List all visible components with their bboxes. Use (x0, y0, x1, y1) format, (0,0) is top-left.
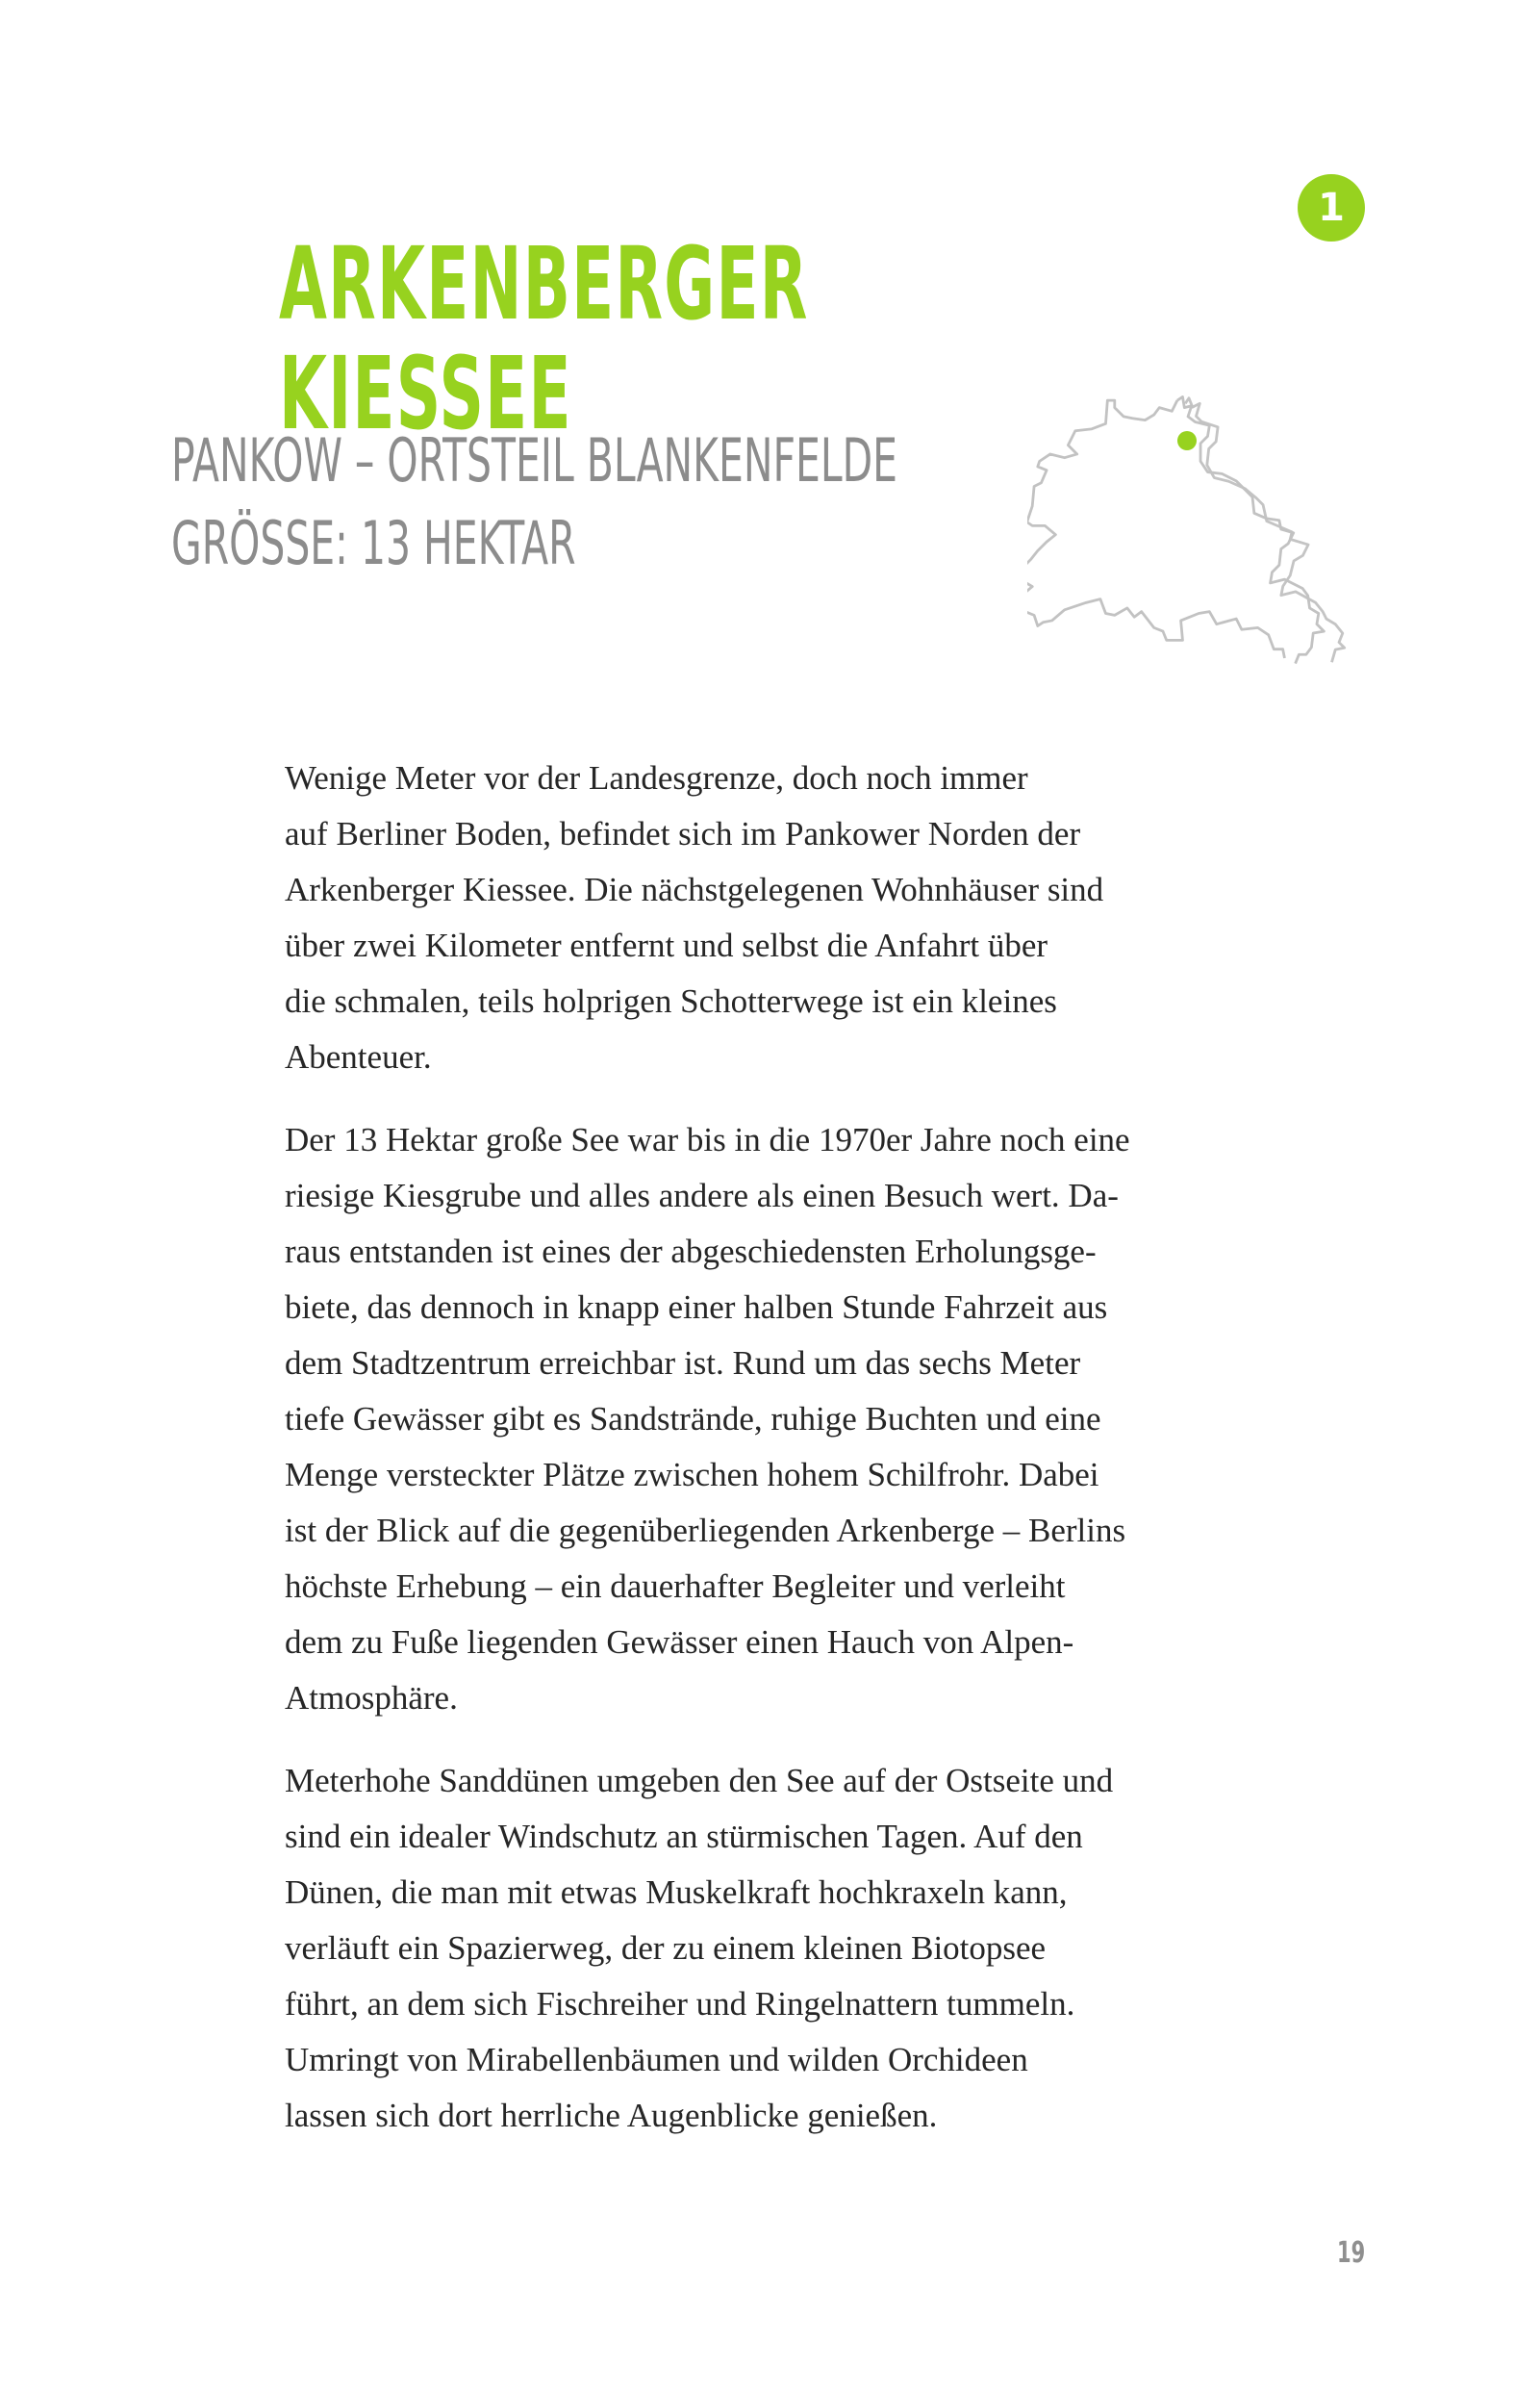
text-line: die schmalen, teils holprigen Schotterwege ist ein kleines (285, 982, 1057, 1020)
article-body (285, 751, 1304, 2171)
berlin-border (1177, 396, 1325, 663)
text-line: Atmosphäre. (285, 1679, 458, 1717)
paragraph-3 (285, 1753, 1304, 2144)
location-marker (1177, 431, 1197, 450)
text-line: höchste Erhebung – ein dauerhafter Begleiter und verleiht (285, 1567, 1066, 1605)
text-line: riesige Kiesgrube und alles andere als einen Besuch wert. Da- (285, 1177, 1119, 1214)
district-label: PANKOW – ORTSTEIL BLANKENFELDE (171, 425, 898, 496)
entry-number-badge (1298, 174, 1365, 242)
paragraph-2 (285, 1112, 1304, 1726)
text-line: führt, an dem sich Fischreiher und Ringelnattern tummeln. (285, 1985, 1075, 2023)
text-line: raus entstanden ist eines der abgeschiedensten Erholungsge- (285, 1233, 1097, 1270)
entry-number: 1 (1318, 186, 1345, 230)
size-label: GRÖSSE: 13 HEKTAR (171, 508, 576, 578)
berlin-map-icon (1027, 395, 1364, 678)
text-line: auf Berliner Boden, befindet sich im Pankower Norden der (285, 815, 1081, 853)
text-line: dem zu Fuße liegenden Gewässer einen Hauch von Alpen- (285, 1623, 1074, 1661)
text-line: Arkenberger Kiessee. Die nächstgelegenen Wohnhäuser sind (285, 871, 1104, 908)
text-line: dem Stadtzentrum erreichbar ist. Rund um das sechs Meter (285, 1344, 1081, 1382)
text-line: Abenteuer. (285, 1038, 432, 1076)
text-line: Meterhohe Sanddünen umgeben den See auf der Ostseite und (285, 1762, 1114, 1799)
title-line-2: KIESSEE (279, 334, 572, 452)
paragraph-1 (285, 751, 1304, 1085)
text-line: lassen sich dort herrliche Augenblicke genießen. (285, 2097, 938, 2134)
text-line: verläuft ein Spazierweg, der zu einem kleinen Biotopsee (285, 1929, 1047, 1967)
text-line: tiefe Gewässer gibt es Sandstrände, ruhige Buchten und eine (285, 1400, 1101, 1438)
text-line: Wenige Meter vor der Landesgrenze, doch noch immer (285, 759, 1028, 797)
text-line: sind ein idealer Windschutz an stürmischen Tagen. Auf den (285, 1818, 1083, 1855)
text-line: ist der Blick auf die gegenüberliegenden Arkenberge – Berlins (285, 1512, 1126, 1549)
berlin-outline (1185, 398, 1344, 662)
berlin-border-west (1027, 400, 1284, 658)
page-number: 19 (1337, 2236, 1366, 2270)
location-info (171, 420, 933, 585)
text-line: biete, das dennoch in knapp einer halben Stunde Fahrzeit aus (285, 1288, 1108, 1326)
title-line-1: ARKENBERGER (279, 224, 809, 343)
text-line: Dünen, die man mit etwas Muskelkraft hochkraxeln kann, (285, 1873, 1068, 1911)
text-line: Menge versteckter Plätze zwischen hohem Schilfrohr. Dabei (285, 1456, 1099, 1493)
text-line: über zwei Kilometer entfernt und selbst die Anfahrt über (285, 927, 1048, 964)
page-title (279, 224, 809, 452)
text-line: Umringt von Mirabellenbäumen und wilden Orchideen (285, 2041, 1028, 2078)
text-line: Der 13 Hektar große See war bis in die 1970er Jahre noch eine (285, 1121, 1130, 1158)
